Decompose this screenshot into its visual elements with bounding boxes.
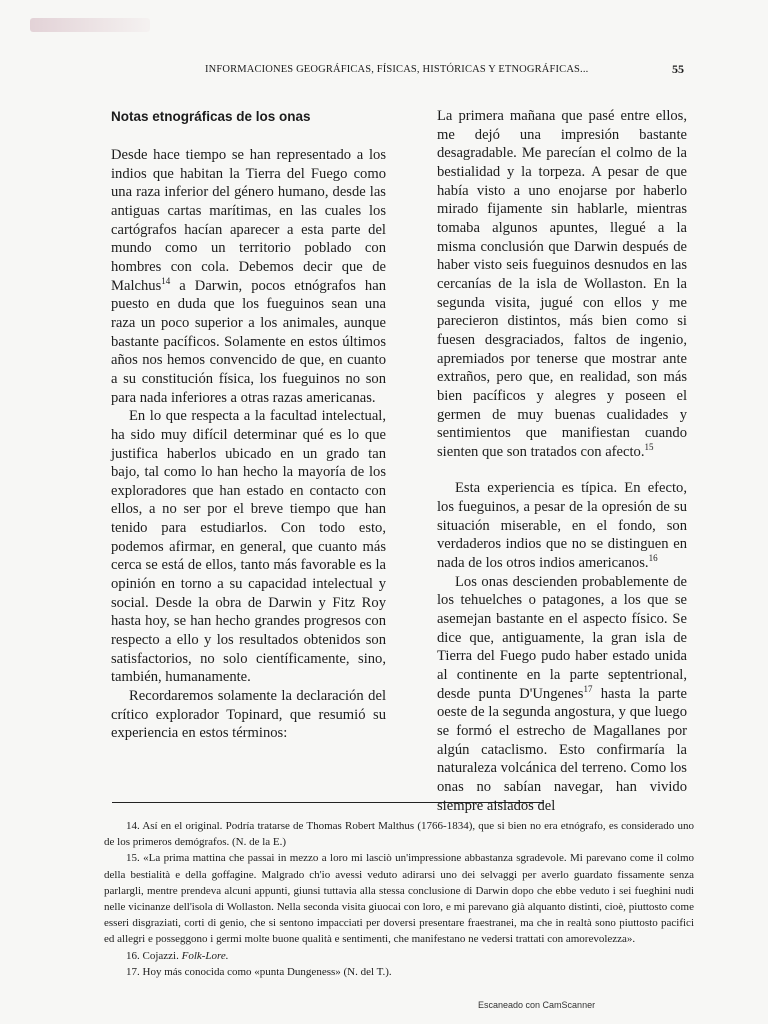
footnote-14: 14. Así en el original. Podría tratarse de Thomas Robert Malthus (1766-1834), que si bien no era etnógrafo, es considerado uno de los primeros demógrafos. (N. de la E.) (104, 820, 694, 849)
footnote-ref[interactable]: 17 (583, 683, 593, 694)
footnotes (104, 818, 694, 980)
footnote-ref[interactable]: 14 (161, 275, 171, 286)
footnote-16 (104, 948, 694, 964)
footnote-divider (112, 802, 544, 803)
block-quote (437, 107, 687, 461)
paragraph-text: Desde hace tiempo se han representado a los indios que habitan la Tierra del Fuego como una raza inferior del género humano, desde las antiguas cartas marítimas, en las cuales los cartógrafos hacían aparecer a esta parte del mundo como un territorio poblado con hombres con cola. Debemos decir que de Malchus (111, 147, 386, 294)
footnote-text: 16. Cojazzi. (126, 949, 182, 962)
scanner-watermark: Escaneado con CamScanner (478, 1000, 596, 1010)
scan-artifact (30, 18, 150, 32)
footnote-ref[interactable]: 16 (648, 553, 658, 564)
paragraph (437, 573, 687, 816)
left-column (111, 108, 386, 743)
footnote-ref[interactable]: 15 (644, 441, 654, 452)
paragraph (437, 479, 687, 572)
paragraph-text: hasta la parte oeste de la segunda angostura, y que luego se formó el estrecho de Magallanes por algún cataclismo. Esto confirmaría la naturaleza volcánica del terreno. Como los onas no sabían navegar, han vivido siempre aislados del (437, 685, 687, 814)
running-header: INFORMACIONES GEOGRÁFICAS, FÍSICAS, HISTÓRICAS Y ETNOGRÁFICAS... (205, 64, 589, 75)
paragraph: En lo que respecta a la facultad intelectual, ha sido muy difícil determinar qué es lo que justifica haberlos ubicado en un grado tan bajo, tal como lo han hecho la mayoría de los exploradores que han estado en contacto con ellos, a no ser por el breve tiempo que han tenido para estudiarlos. Con todo esto, podemos afirmar, en general, que cuanto más cerca se está de ellos, tanto más favorable es la opinión en torno a su capacidad intelectual y social. Desde la obra de Darwin y Fitz Roy hasta hoy, se han hecho grandes progresos con respecto a ello y los resultados obtenidos son satisfactorios, no solo científicamente, sino, también, humanamente. (111, 408, 386, 686)
paragraph: Recordaremos solamente la declaración del crítico explorador Topinard, que resumió su experiencia en estos términos: (111, 688, 386, 742)
paragraph-text: Esta experiencia es típica. En efecto, los fueguinos, a pesar de la opresión de su situación miserable, en el fondo, son verdaderos indios que no se distinguen en nada de los otros indios americanos. (437, 480, 687, 572)
paragraph-text: a Darwin, pocos etnógrafos han puesto en duda que los fueguinos sean una raza un poco superior a los animales, aunque bastante pacíficos. Solamente en estos últimos años nos hemos convencido de que, en cuanto a su constitución física, los fueguinos no son para nada inferiores a otras razas americanas. (111, 277, 386, 406)
page-number: 55 (672, 62, 684, 76)
footnote-15: 15. «La prima mattina che passai in mezzo a loro mi lasciò un'impressione abbastanza sgradevole. Mi parevano come il colmo della bestialità e della goffagine. Malgrado ch'io avessi veduto adirarsi uno dei selvaggi per averlo guardato fissamente senza parlargli, mentre prendeva alcuni appunti, giunsi tuttavia alla stessa conclusione di Darwin dopo che ebbe veduto i sei fueghini nudi nelle vicinanze dell'isola di Wollaston. Nella seconda visita giuocai con loro, e mi parevano già alquanto distinti, cioè, piuttosto come esseri disgraziati, corti di genio, che si sentono impacciati per doversi presentare fraestranei, ma che in realtà sono piuttosto pacifici ed allegri e posseggono i germi molte buone qualità e sentimenti, che manifestano ne vedersi trattati con amorevolezza». (104, 852, 694, 946)
footnote-17: 17. Hoy más conocida como «punta Dungeness» (N. del T.). (126, 965, 392, 978)
paragraph-text: Los onas descienden probablemente de los tehuelches o patagones, a los que se asemejan bastante en el aspecto físico. Se dice que, antiguamente, la gran isla de Tierra del Fuego pudo haber estado unida al continente en la parte septentrional, desde punta D'Ungenes (437, 573, 687, 702)
paragraph (111, 146, 386, 407)
footnote-title: Folk-Lore. (181, 949, 229, 962)
right-column (437, 107, 687, 815)
section-title: Notas etnográficas de los onas (111, 109, 311, 124)
quote-text: La primera mañana que pasé entre ellos, me dejó una impresión bastante desagradable. Me parecían el colmo de la bestialidad y la torpeza. A pesar de que había visto a uno enojarse por haberlo mirado fijamente sin hablarle, mientras tomaba algunos apuntes, llegué a la misma conclusión que Darwin después de haber visto seis fueguinos desnudos en las cercanías de la isla de Wollaston. En la segunda visita, jugué con ellos y me parecieron distintos, más bien como si fuesen desgraciados, faltos de ingenio, apremiados por tenerse que mostrar ante extraños, pero que, en realidad, son más bien pacíficos y alegres y poseen el germen de muy buenas cualidades y sentimientos que manifiestan cuando sienten que son tratados con afecto. (437, 108, 687, 460)
